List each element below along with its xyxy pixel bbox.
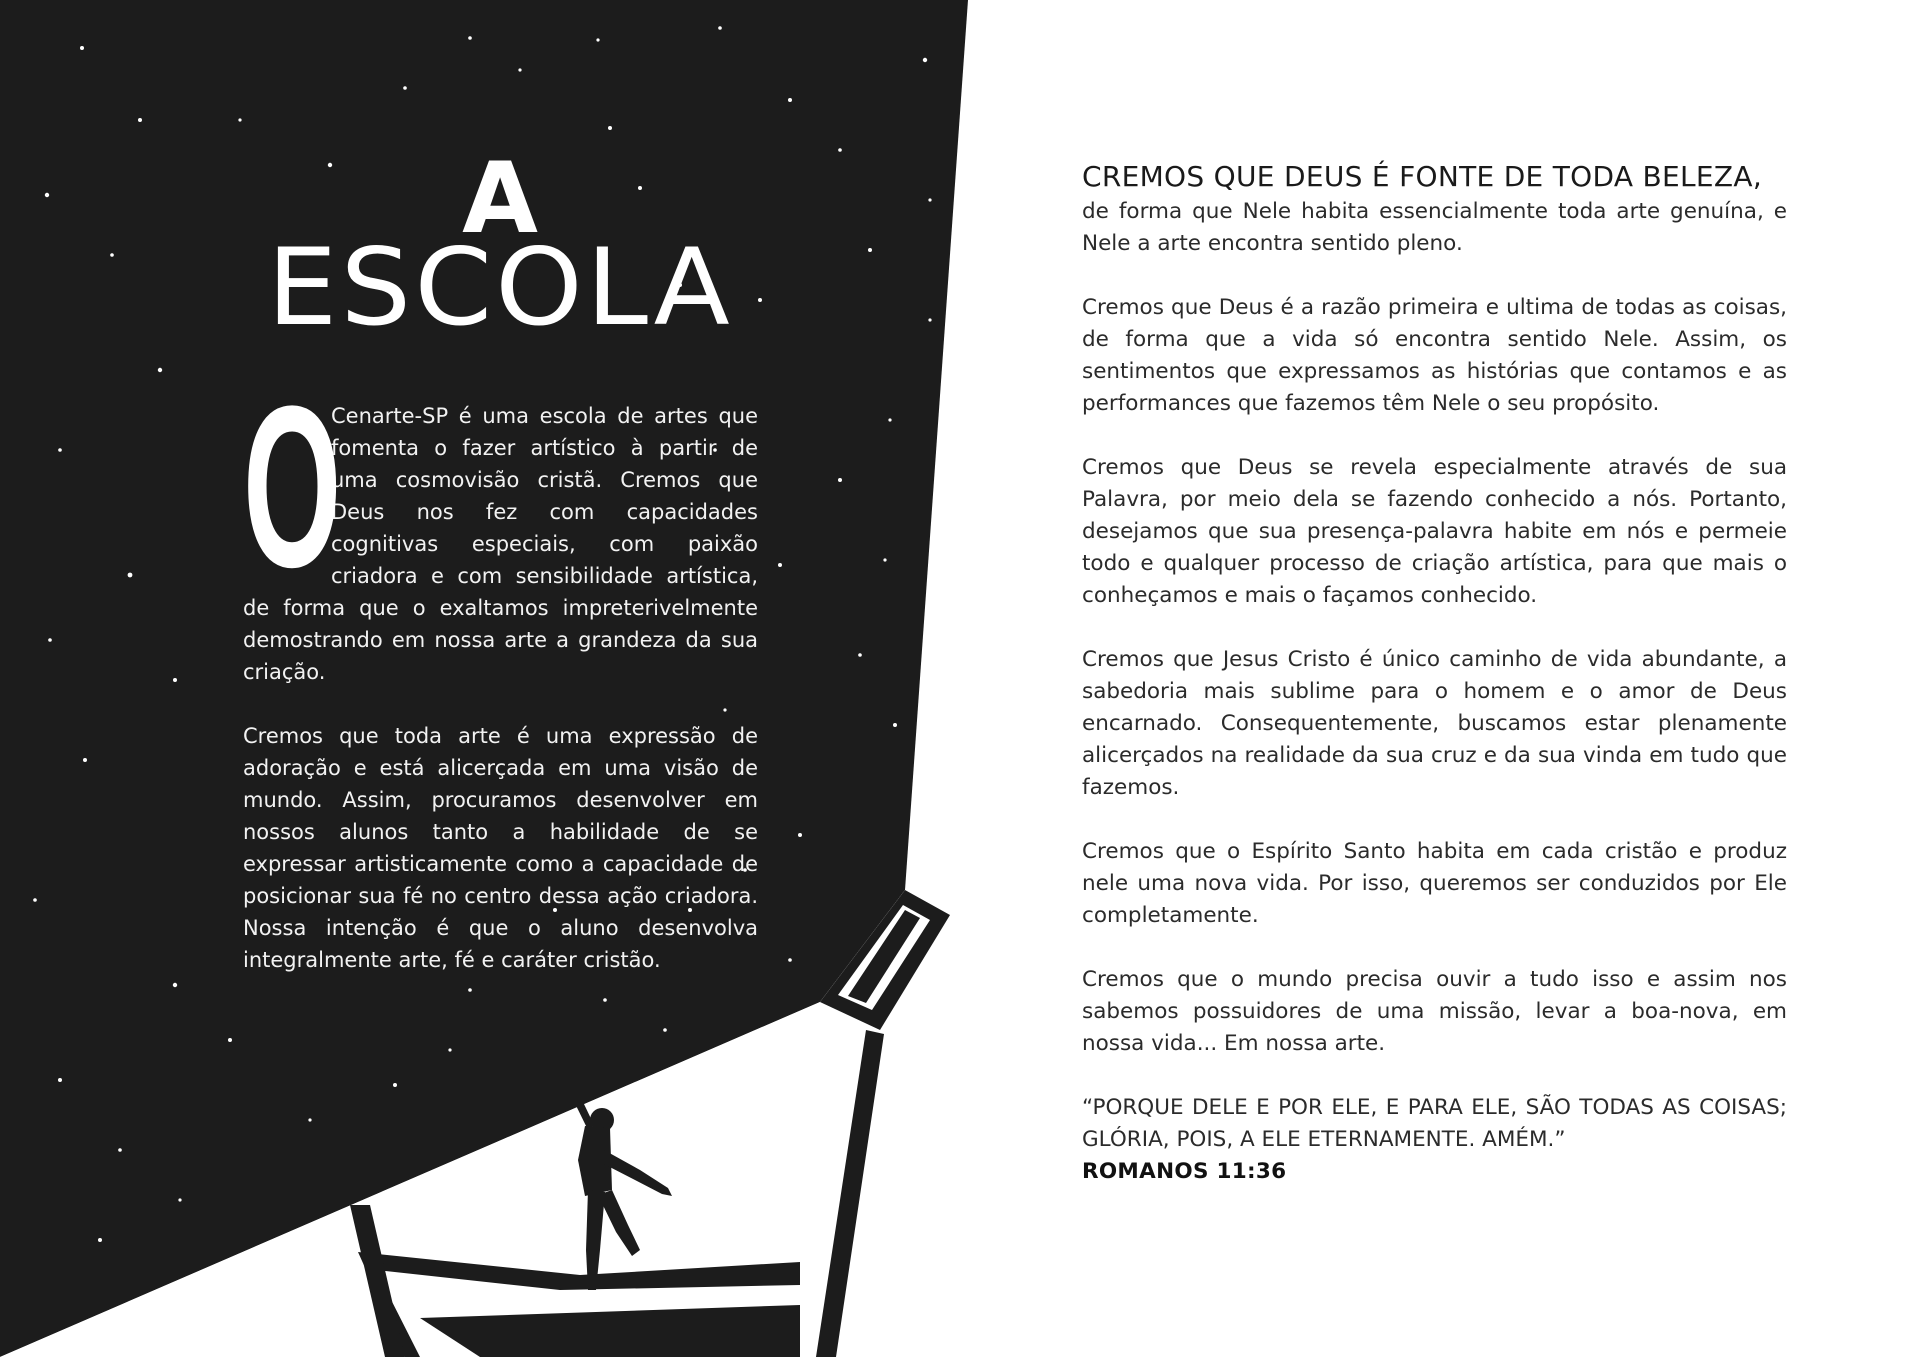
- right-heading: CREMOS QUE DEUS É FONTE DE TODA BELEZA,: [1082, 160, 1763, 193]
- right-paragraph-3: Cremos que Deus se revela especialmente através de sua Palavra, por meio dela se fazendo conhecido a nós. Portanto, desejamos que sua presença-palavra habite em nós e permeie todo e qualquer processo de criação artística, para que mais o conheçamos e mais o façamos conhecido.: [1082, 455, 1787, 608]
- right-paragraph-2: Cremos que Deus é a razão primeira e ultima de todas as coisas, de forma que a vida só encontra sentido Nele. Assim, os sentimentos que expressamos as histórias que contamos e as performances que fazemos têm Nele o seu propósito.: [1082, 295, 1787, 416]
- drop-cap: O: [243, 358, 342, 615]
- left-paragraph-1-text: Cenarte-SP é uma escola de artes que fomenta o fazer artístico à partir de uma cosmovisão cristã. Cremos que Deus nos fez com capacidades cognitivas especiais, com paixão criadora e com sensibilidade artística, de forma que o exaltamos impreterivelmente demostrando em nossa arte a grandeza da sua criação.: [243, 404, 758, 684]
- left-column-text: [243, 358, 758, 1008]
- bible-quote: [1082, 1092, 1787, 1188]
- left-paragraph-1: [243, 358, 758, 688]
- quote-reference: ROMANOS 11:36: [1082, 1159, 1287, 1184]
- right-paragraph-5: Cremos que o Espírito Santo habita em cada cristão e produz nele uma nova vida. Por isso, queremos ser conduzidos por Ele completamente.: [1082, 839, 1787, 928]
- right-column-text: [1082, 158, 1787, 1220]
- title-line-1: A: [462, 142, 538, 256]
- right-paragraph-1-text: de forma que Nele habita essencialmente toda arte genuína, e Nele a arte encontra sentido pleno.: [1082, 199, 1787, 256]
- left-paragraph-2: Cremos que toda arte é uma expressão de adoração e está alicerçada em uma visão de mundo. Assim, procuramos desenvolver em nossos alunos tanto a habilidade de se expressar artisticamente como a capacidade de posicionar sua fé no centro dessa ação criadora. Nossa intenção é que o aluno desenvolva integralmente arte, fé e caráter cristão.: [243, 724, 758, 972]
- title-line-2: ESCOLA: [267, 226, 733, 349]
- right-paragraph-6: Cremos que o mundo precisa ouvir a tudo isso e assim nos sabemos possuidores de uma missão, levar a boa-nova, em nossa vida... Em nossa arte.: [1082, 967, 1787, 1056]
- quote-text: “PORQUE DELE E POR ELE, E PARA ELE, SÃO TODAS AS COISAS; GLÓRIA, POIS, A ELE ETERNAMENTE. AMÉM.”: [1082, 1095, 1787, 1152]
- right-paragraph-1: [1082, 158, 1787, 260]
- right-paragraph-4: Cremos que Jesus Cristo é único caminho de vida abundante, a sabedoria mais sublime para o homem e o amor de Deus encarnado. Consequentemente, buscamos estar plenamente alicerçados na realidade da sua cruz e da sua vinda em tudo que fazemos.: [1082, 647, 1787, 800]
